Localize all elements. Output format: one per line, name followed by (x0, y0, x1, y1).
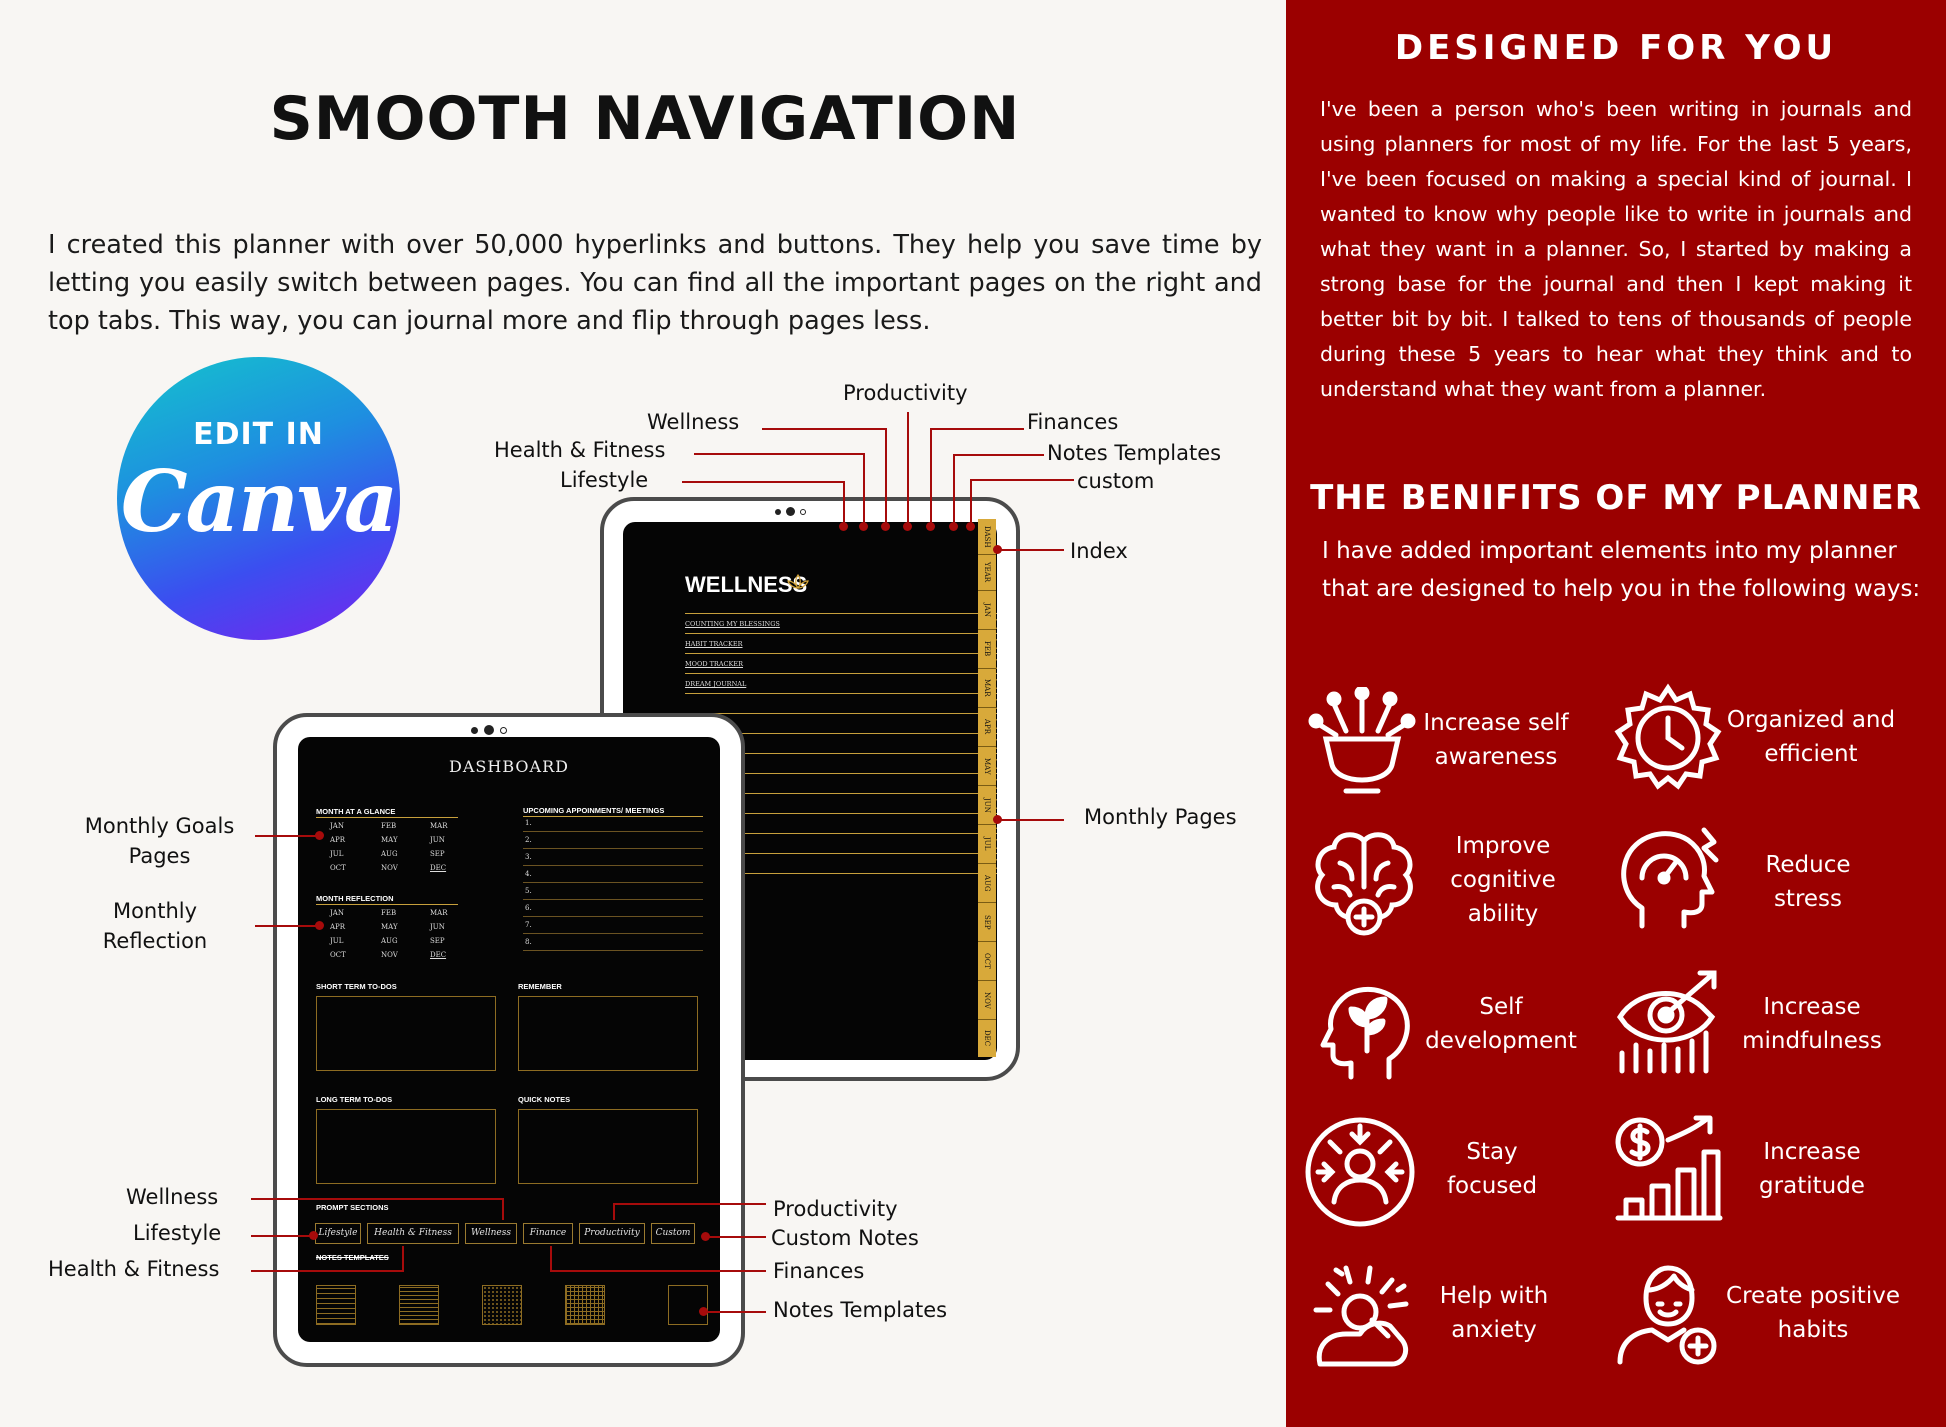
side-tab-strip (978, 519, 996, 1057)
appointment-number: 5. (525, 887, 532, 895)
annotation-productivity: Productivity (843, 381, 968, 405)
annotation-monthly-goals: Monthly Goals Pages (84, 814, 235, 868)
side-tab[interactable]: MAR (978, 669, 996, 708)
camera-dot (775, 509, 781, 515)
side-tab[interactable]: JUL (978, 825, 996, 864)
month-link[interactable]: MAR (430, 822, 448, 830)
dollar-growth-icon (1612, 1114, 1724, 1226)
pill-lifestyle[interactable]: Lifestyle (315, 1223, 361, 1244)
annotation-bottom-custom: Custom Notes (771, 1226, 919, 1250)
annotation-health-fitness: Health & Fitness (494, 438, 666, 462)
appointment-number: 3. (525, 853, 532, 861)
annotation-bottom-lifestyle: Lifestyle (133, 1221, 222, 1245)
month-link[interactable]: JAN (330, 909, 344, 917)
side-tab[interactable]: SEP (978, 903, 996, 942)
month-link[interactable]: APR (330, 836, 346, 844)
long-term-heading: LONG TERM TO-DOS (316, 1095, 393, 1104)
dotted-template-thumb[interactable] (482, 1285, 522, 1325)
benefit-label: Increase self awareness (1423, 710, 1569, 770)
blank-template-thumb[interactable] (668, 1285, 708, 1325)
side-tab[interactable]: DASH (978, 519, 996, 555)
annotation-finances: Finances (1027, 410, 1119, 434)
month-link[interactable]: JAN (330, 822, 344, 830)
pill-finance[interactable]: Finance (523, 1223, 573, 1244)
dashboard-tablet (273, 713, 745, 1367)
month-link[interactable]: MAR (430, 909, 448, 917)
side-tab[interactable]: AUG (978, 864, 996, 903)
side-tab[interactable]: APR (978, 708, 996, 747)
lined-template-thumb[interactable] (399, 1285, 439, 1325)
month-link[interactable]: DEC (430, 864, 447, 872)
head-sprout-icon (1309, 973, 1421, 1085)
month-link[interactable]: AUG (381, 850, 398, 858)
benefit-label: Increase mindfulness (1742, 994, 1882, 1054)
side-tab[interactable]: OCT (978, 942, 996, 981)
grid-template-thumb[interactable] (565, 1285, 605, 1325)
benefit-label: Increase gratitude (1759, 1139, 1865, 1199)
badge-line1: EDIT IN (193, 417, 324, 452)
annotation-monthly-reflection: Monthly Reflection (102, 899, 208, 953)
annotation-bottom-finances: Finances (773, 1259, 865, 1283)
anxiety-person-icon (1306, 1260, 1418, 1372)
side-tab[interactable]: MAY (978, 747, 996, 786)
benefit-label: Organized and efficient (1726, 707, 1896, 767)
benefit-label: Self development (1425, 994, 1577, 1054)
month-link[interactable]: NOV (381, 951, 398, 959)
annotation-wellness: Wellness (647, 410, 740, 434)
side-tab[interactable]: NOV (978, 981, 996, 1020)
side-tab[interactable]: YEAR (978, 555, 996, 591)
benefit-label: Create positive habits (1726, 1283, 1900, 1343)
appointment-number: 7. (525, 921, 532, 929)
panel-body: I've been a person who's been writing in journals and using planners for most of my life. For the last 5 years, I've been focused on making a special kind of journal. I wanted to know why people like to write in journals and what they want in a planner. So, I started by making a strong base for the journal and then I kept making it better bit by bit. I talked to tens of thousands of people during these 5 years to hear what they think and to understand what they want from a planner. (1320, 97, 1912, 401)
pill-health-fitness[interactable]: Health & Fitness (367, 1223, 459, 1244)
camera-lens (786, 507, 795, 516)
month-link[interactable]: APR (330, 923, 346, 931)
camera-lens (484, 725, 494, 735)
side-tab[interactable]: JAN (978, 591, 996, 630)
month-link[interactable]: JUN (430, 923, 445, 931)
annotation-custom: custom (1077, 469, 1155, 493)
short-term-box[interactable] (316, 996, 496, 1071)
benefit-label: Reduce stress (1765, 852, 1851, 912)
month-glance-heading: MONTH AT A GLANCE (316, 807, 396, 816)
short-term-heading: SHORT TERM TO-DOS (316, 982, 397, 991)
month-link[interactable]: OCT (330, 951, 346, 959)
annotation-monthly-pages: Monthly Pages (1084, 805, 1237, 829)
remember-heading: REMEMBER (518, 982, 562, 991)
benefit-label: Improve cognitive ability (1450, 833, 1556, 927)
remember-box[interactable] (518, 996, 698, 1071)
wellness-title: WELLNESS (685, 572, 808, 597)
lined-template-thumb[interactable] (316, 1285, 356, 1325)
edit-in-canva-badge[interactable] (117, 357, 400, 640)
wellness-list-item[interactable]: MOOD TRACKER (685, 660, 743, 668)
annotation-bottom-notes: Notes Templates (773, 1298, 948, 1322)
camera-dot (500, 727, 507, 734)
appointment-number: 2. (525, 836, 532, 844)
quick-notes-heading: QUICK NOTES (518, 1095, 571, 1104)
benefit-label: Help with anxiety (1439, 1283, 1549, 1343)
appointment-number: 1. (525, 819, 532, 827)
long-term-box[interactable] (316, 1109, 496, 1184)
benefits-title: THE BENIFITS OF MY PLANNER (1310, 478, 1922, 518)
person-plus-icon (1612, 1258, 1724, 1370)
mind-network-icon (1306, 687, 1418, 799)
annotation-bottom-productivity: Productivity (773, 1197, 898, 1221)
month-link[interactable]: DEC (430, 951, 447, 959)
brain-plus-icon (1308, 827, 1420, 939)
benefits-intro: I have added important elements into my planner that are designed to help you in the following ways: (1322, 538, 1921, 602)
appointment-number: 8. (525, 938, 532, 946)
appointments-heading: UPCOMING APPOINMENTS/ MEETINGS (523, 806, 665, 815)
month-link[interactable]: JUN (430, 836, 445, 844)
benefit-label: Stay focused (1446, 1139, 1538, 1199)
pill-wellness[interactable]: Wellness (465, 1223, 517, 1244)
quick-notes-box[interactable] (518, 1109, 698, 1184)
wellness-list-item[interactable]: COUNTING MY BLESSINGS (685, 620, 780, 628)
pill-productivity[interactable]: Productivity (579, 1223, 645, 1244)
pill-custom[interactable]: Custom (651, 1223, 695, 1244)
dashboard-title: DASHBOARD (449, 757, 569, 776)
appointment-number: 4. (525, 870, 532, 878)
focus-person-icon (1304, 1116, 1416, 1228)
month-link[interactable]: SEP (430, 937, 445, 945)
annotation-index: Index (1070, 539, 1128, 563)
side-tab[interactable]: FEB (978, 630, 996, 669)
month-link[interactable]: AUG (381, 937, 398, 945)
appointment-number: 6. (525, 904, 532, 912)
side-tab[interactable]: DEC (983, 1030, 991, 1047)
intro-paragraph: I created this planner with over 50,000 hyperlinks and buttons. They help you save time by letting you easily switch between pages. You can find all the important pages on the right and top tabs. This way, you can journal more and flip through pages less. (48, 230, 1262, 336)
month-link[interactable]: JUL (330, 850, 344, 858)
dashboard-screen (298, 737, 720, 1342)
month-link[interactable]: OCT (330, 864, 346, 872)
month-link[interactable]: NOV (381, 864, 398, 872)
camera-dot (800, 509, 806, 515)
prompt-sections-heading: PROMPT SECTIONS (316, 1203, 389, 1212)
eye-chart-icon (1612, 967, 1724, 1079)
side-tab[interactable]: JUN (978, 786, 996, 825)
month-link[interactable]: FEB (381, 822, 397, 830)
lotus-icon (787, 574, 809, 590)
month-link[interactable]: MAY (381, 923, 398, 931)
month-link[interactable]: SEP (430, 850, 445, 858)
wellness-list-item[interactable]: HABIT TRACKER (685, 640, 743, 648)
month-link[interactable]: JUL (330, 937, 344, 945)
month-link[interactable]: MAY (381, 836, 398, 844)
month-reflection-heading: MONTH REFLECTION (316, 894, 394, 903)
wellness-list-item[interactable]: DREAM JOURNAL (685, 680, 747, 688)
camera-dot (471, 727, 478, 734)
head-gauge-icon (1612, 822, 1724, 934)
month-link[interactable]: FEB (381, 909, 397, 917)
gear-clock-icon (1612, 682, 1724, 794)
canva-logo: Canva (120, 452, 397, 551)
notes-templates-heading: NOTES TEMPLATES (316, 1253, 389, 1262)
page-title: SMOOTH NAVIGATION (269, 84, 1021, 154)
benefits-panel (1286, 0, 1946, 1427)
annotation-bottom-wellness: Wellness (126, 1185, 219, 1209)
panel-title: DESIGNED FOR YOU (1394, 28, 1838, 68)
annotation-lifestyle: Lifestyle (560, 468, 649, 492)
annotation-bottom-health: Health & Fitness (48, 1257, 220, 1281)
annotation-notes-templates: Notes Templates (1047, 441, 1222, 465)
